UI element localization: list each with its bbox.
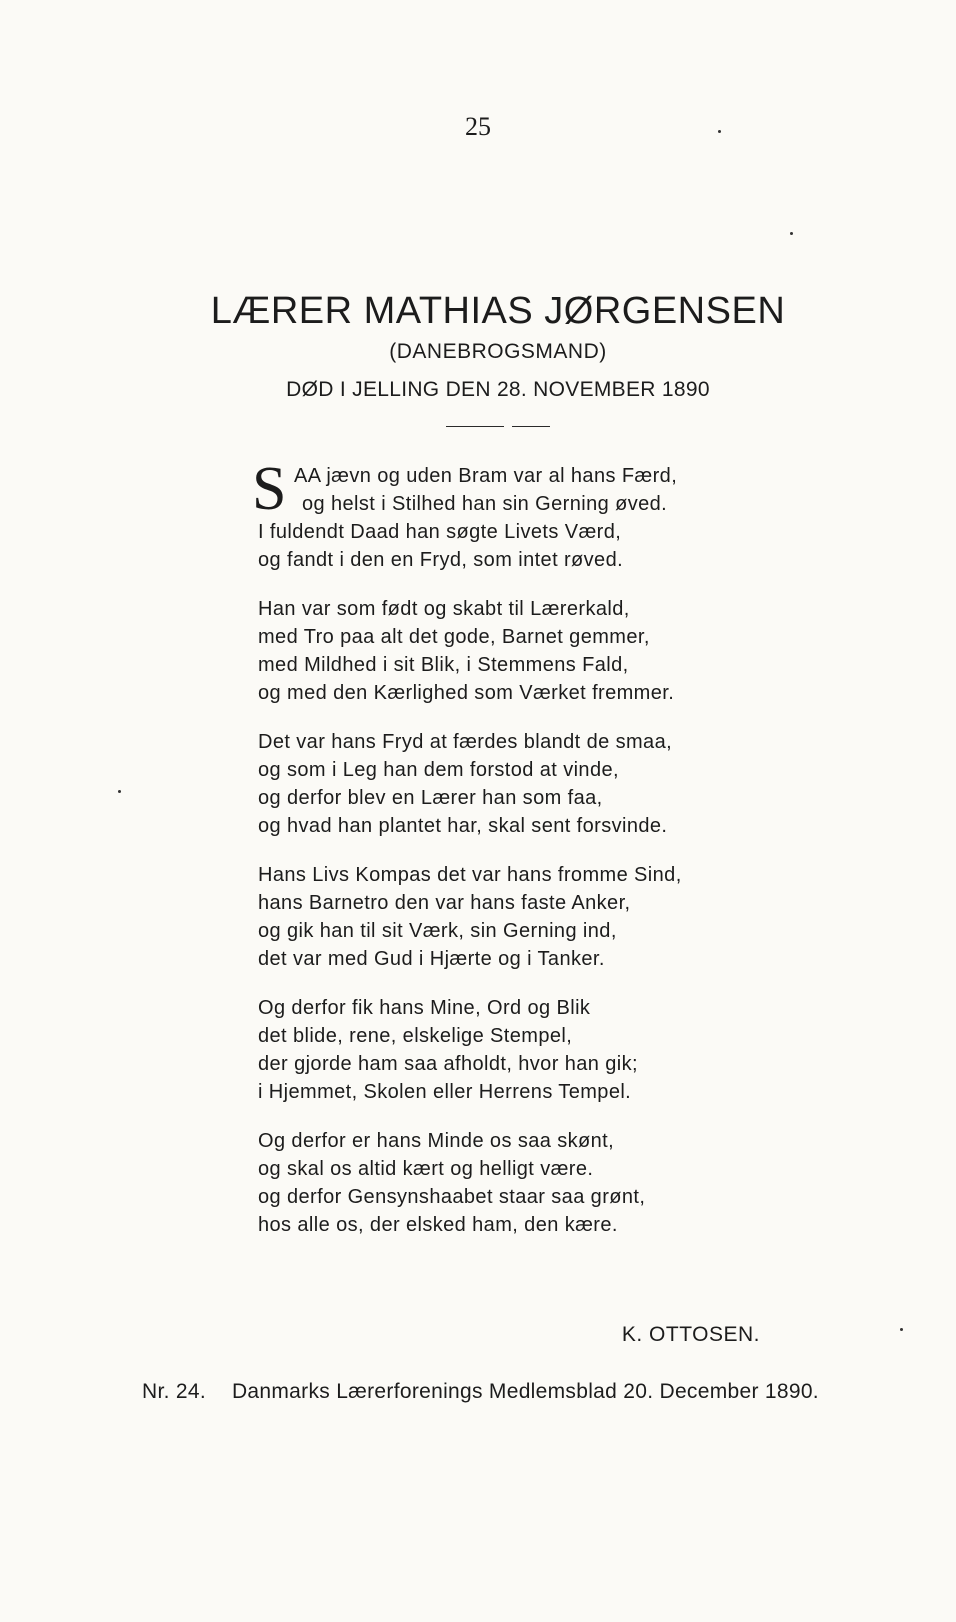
stanza-3 xyxy=(258,728,818,840)
poem-line: hos alle os, der elsked ham, den kære. xyxy=(258,1214,618,1236)
page-number: 25 xyxy=(465,112,491,141)
poem-line: og derfor Gensynshaabet staar saa grønt, xyxy=(258,1186,646,1208)
poem-line: Og derfor er hans Minde os saa skønt, xyxy=(258,1130,615,1152)
poem-line: Hans Livs Kompas det var hans fromme Sind, xyxy=(258,864,682,886)
poem-line: I fuldendt Daad han søgte Livets Værd, xyxy=(258,521,622,543)
poem-line: og gik han til sit Værk, sin Gerning ind, xyxy=(258,920,617,942)
poem-line: AA jævn og uden Bram var al hans Færd, xyxy=(294,465,678,487)
poem-line: det blide, rene, elskelige Stempel, xyxy=(258,1025,573,1047)
divider-rule-left xyxy=(446,426,504,427)
author-signature: K. OTTOSEN. xyxy=(621,1323,760,1346)
stanza-6 xyxy=(258,1127,818,1239)
poem-line: Han var som født og skabt til Lærerkald, xyxy=(258,598,630,620)
poem-line: med Tro paa alt det gode, Barnet gemmer, xyxy=(258,626,650,648)
death-notice: DØD I JELLING DEN 28. NOVEMBER 1890 xyxy=(286,378,710,401)
poem-line: og hvad han plantet har, skal sent forsvinde. xyxy=(258,815,668,837)
poem-line: og helst i Stilhed han sin Gerning øved. xyxy=(302,493,668,515)
poem-line: og med den Kærlighed som Værket fremmer. xyxy=(258,682,675,704)
poem-line: der gjorde ham saa afholdt, hvor han gik; xyxy=(258,1053,638,1075)
poem-line: og som i Leg han dem forstod at vinde, xyxy=(258,759,619,781)
drop-cap: S xyxy=(252,455,287,523)
stanza-2 xyxy=(258,595,818,707)
poem-line: Og derfor fik hans Mine, Ord og Blik xyxy=(258,997,591,1019)
subtitle: (DANEBROGSMAND) xyxy=(389,340,607,363)
source-footer xyxy=(142,1380,819,1404)
poem-line: hans Barnetro den var hans faste Anker, xyxy=(258,892,631,914)
stanza-5 xyxy=(258,994,818,1106)
poem-line: i Hjemmet, Skolen eller Herrens Tempel. xyxy=(258,1081,632,1103)
divider-rule-right xyxy=(512,426,550,427)
publication-source: Danmarks Lærerforenings Medlemsblad 20. December 1890. xyxy=(231,1380,819,1403)
poem-line: og fandt i den en Fryd, som intet røved. xyxy=(258,549,624,571)
poem-line: med Mildhed i sit Blik, i Stemmens Fald, xyxy=(258,654,629,676)
scan-speck xyxy=(790,232,793,235)
scan-speck xyxy=(118,790,121,793)
poem-line: og skal os altid kært og helligt være. xyxy=(258,1158,594,1180)
poem xyxy=(252,455,818,1260)
poem-line: det var med Gud i Hjærte og i Tanker. xyxy=(258,948,605,970)
stanza-1 xyxy=(252,455,818,574)
issue-number: Nr. 24. xyxy=(142,1380,206,1403)
scan-speck xyxy=(900,1328,903,1331)
poem-line: Det var hans Fryd at færdes blandt de smaa, xyxy=(258,731,673,753)
stanza-4 xyxy=(258,861,818,973)
page-title: LÆRER MATHIAS JØRGENSEN xyxy=(210,290,786,332)
poem-line: og derfor blev en Lærer han som faa, xyxy=(258,787,603,809)
scan-speck xyxy=(718,130,721,133)
